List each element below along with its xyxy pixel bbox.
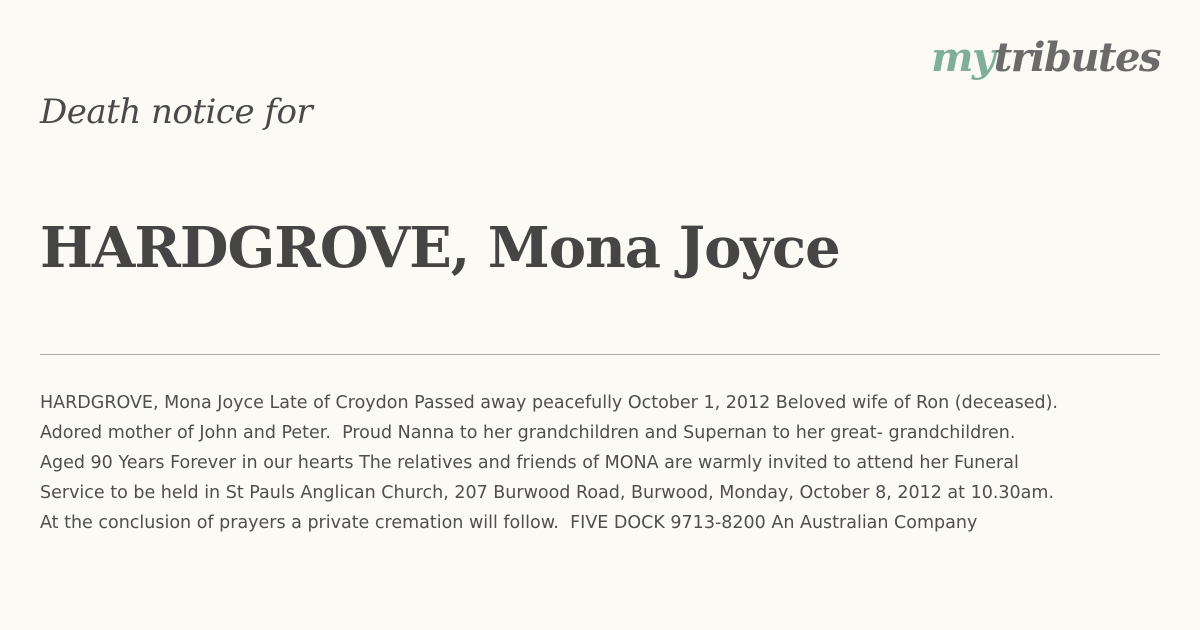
notice-line: At the conclusion of prayers a private cremation will follow. FIVE DOCK 9713-8200 An Australian Company xyxy=(40,513,978,533)
mytributes-logo[interactable] xyxy=(931,34,1160,82)
notice-line: Service to be held in St Pauls Anglican Church, 207 Burwood Road, Burwood, Monday, October 8, 2012 at 10.30am. xyxy=(40,483,1055,503)
notice-line: Aged 90 Years Forever in our hearts The relatives and friends of MONA are warmly invited to attend her Funeral xyxy=(40,453,1019,473)
logo-suffix: tributes xyxy=(993,34,1160,81)
notice-text xyxy=(40,388,1180,538)
logo-prefix: my xyxy=(931,34,994,81)
notice-line: Adored mother of John and Peter. Proud Nanna to her grandchildren and Supernan to her great- grandchildren. xyxy=(40,423,1016,443)
divider xyxy=(40,354,1160,355)
notice-line: HARDGROVE, Mona Joyce Late of Croydon Passed away peacefully October 1, 2012 Beloved wife of Ron (deceased). xyxy=(40,393,1058,413)
deceased-name: HARDGROVE, Mona Joyce xyxy=(40,215,840,281)
notice-subtitle: Death notice for xyxy=(40,92,313,132)
